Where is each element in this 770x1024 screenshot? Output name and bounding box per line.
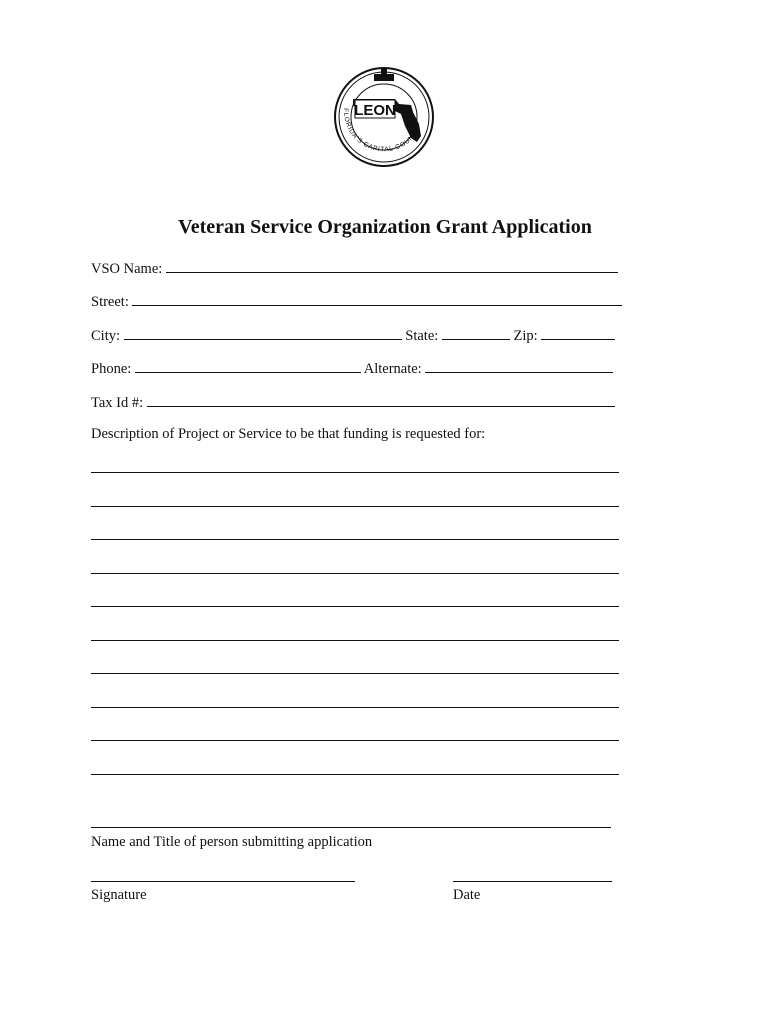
signature-label: Signature: [91, 887, 147, 903]
street-label: Street:: [91, 294, 129, 310]
vso-name-label: VSO Name:: [91, 261, 163, 277]
leon-county-seal: [333, 66, 435, 168]
vso-name-row: [91, 258, 618, 278]
date-label: Date: [453, 887, 481, 903]
description-line[interactable]: [91, 573, 619, 574]
city-field[interactable]: [124, 325, 402, 340]
phone-label: Phone:: [91, 361, 132, 377]
description-line[interactable]: [91, 472, 619, 473]
page-title: Veteran Service Organization Grant Application: [178, 216, 592, 238]
phone-row: [91, 358, 613, 378]
description-line[interactable]: [91, 673, 619, 674]
description-line[interactable]: [91, 640, 619, 641]
alternate-label: Alternate:: [363, 361, 422, 377]
description-line[interactable]: [91, 606, 619, 607]
state-label: State:: [405, 328, 439, 344]
tax-id-field[interactable]: [147, 392, 615, 407]
submitter-name-field[interactable]: [91, 827, 611, 828]
alternate-phone-field[interactable]: [425, 358, 613, 373]
description-line[interactable]: [91, 539, 619, 540]
phone-field[interactable]: [135, 358, 361, 373]
description-label: Description of Project or Service to be that funding is requested for:: [91, 426, 486, 442]
street-row: [91, 291, 622, 311]
street-field[interactable]: [132, 291, 622, 306]
description-line[interactable]: [91, 506, 619, 507]
tax-id-row: [91, 392, 615, 412]
date-field[interactable]: [453, 881, 612, 882]
state-field[interactable]: [442, 325, 510, 340]
signature-field[interactable]: [91, 881, 355, 882]
description-line[interactable]: [91, 707, 619, 708]
zip-label: Zip:: [513, 328, 538, 344]
seal-emblem-text: LEON: [354, 102, 396, 119]
city-state-zip-row: [91, 325, 615, 345]
vso-name-field[interactable]: [166, 258, 618, 273]
city-label: City:: [91, 328, 121, 344]
zip-field[interactable]: [541, 325, 615, 340]
description-line[interactable]: [91, 740, 619, 741]
tax-id-label: Tax Id #:: [91, 395, 144, 411]
description-line[interactable]: [91, 774, 619, 775]
submitter-label: Name and Title of person submitting application: [91, 834, 373, 850]
seal-ring-text: FLORIDA'S CAPITAL COUNTY: [341, 108, 422, 154]
